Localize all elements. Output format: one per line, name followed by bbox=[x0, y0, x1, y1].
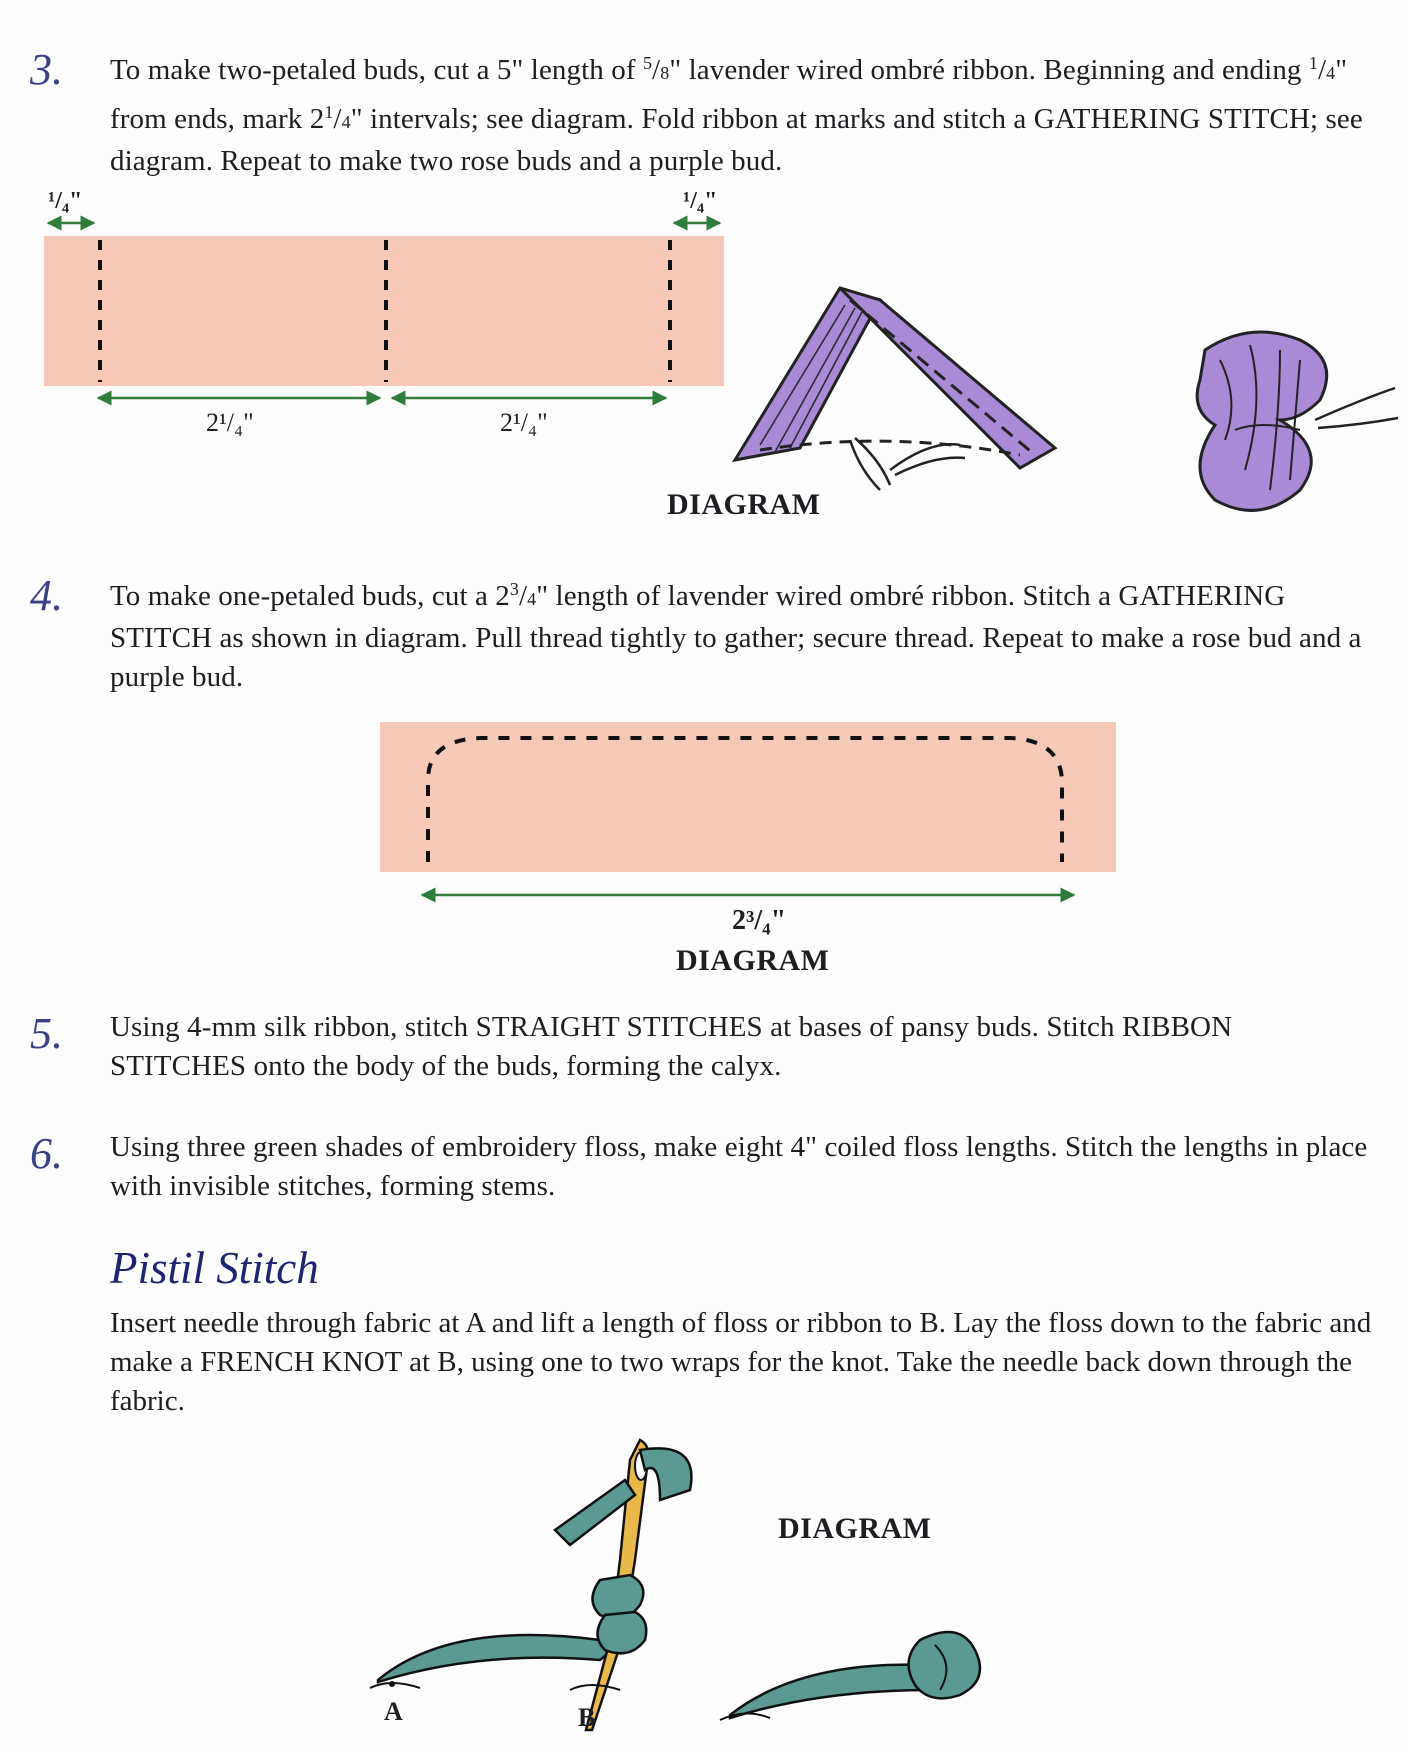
step-number: 4. bbox=[30, 571, 63, 620]
point-b-label: B bbox=[578, 1703, 596, 1732]
step-number: 3. bbox=[30, 45, 63, 94]
label-interval-1: 2¹/₄" bbox=[206, 408, 254, 437]
point-a-label: A bbox=[384, 1697, 403, 1726]
section-title: Pistil Stitch bbox=[110, 1243, 319, 1293]
label-interval-2: 2¹/₄" bbox=[500, 408, 548, 437]
ribbon-diagram-one-petal bbox=[380, 722, 1116, 895]
step-number: 5. bbox=[30, 1009, 63, 1058]
label-length: 2³/₄" bbox=[732, 905, 787, 936]
step-text: Using three green shades of embroidery floss, make eight 4" coiled floss lengths. Stitch the lengths in place with invisible stitches, forming stems. bbox=[110, 1131, 1368, 1202]
point-a-dot bbox=[389, 1681, 395, 1687]
diagram-label-pistil: DIAGRAM bbox=[778, 1512, 932, 1545]
diagram-label-step3: DIAGRAM bbox=[667, 488, 821, 521]
step-text: To make one-petaled buds, cut a $2^3/4$" length of lavender wired ombré ribbon. Stitch a GATHERING STITCH as shown in diagram. Pull thread tightly to gather; secure thread. Repeat to make a rose bud and a purple bud. bbox=[110, 579, 1362, 693]
label-end-right: ¹/₄" bbox=[683, 188, 718, 214]
gathered-bud-illustration bbox=[1197, 332, 1398, 510]
pistil-needle-illustration bbox=[370, 1440, 691, 1730]
label-end-left: ¹/₄" bbox=[48, 188, 83, 214]
section-text: Insert needle through fabric at A and lift a length of floss or ribbon to B. Lay the floss down to the fabric and make a FRENCH KNOT at B, using one to two wraps for the knot. Take the needle back down through the fabric. bbox=[110, 1307, 1372, 1417]
ribbon-diagram-two-petal bbox=[44, 223, 724, 398]
pistil-knot-illustration bbox=[720, 1632, 980, 1720]
diagram-label-step4: DIAGRAM bbox=[676, 944, 830, 977]
step-number: 6. bbox=[30, 1129, 63, 1178]
step-text: To make two-petaled buds, cut a 5" length of $^5$/8" lavender wired ombré ribbon. Beginning and ending $^1$/4" from ends, mark $2^1/4$" intervals; see diagram. Fold ribbon at marks and stitch a GATHERING STITCH; see diagram. Repeat to make two rose buds and a purple bud. bbox=[110, 53, 1363, 177]
step-text: Using 4-mm silk ribbon, stitch STRAIGHT STITCHES at bases of pansy buds. Stitch RIBBON STITCHES onto the body of the buds, forming the calyx. bbox=[110, 1011, 1233, 1082]
folded-ribbon-illustration bbox=[735, 288, 1055, 490]
